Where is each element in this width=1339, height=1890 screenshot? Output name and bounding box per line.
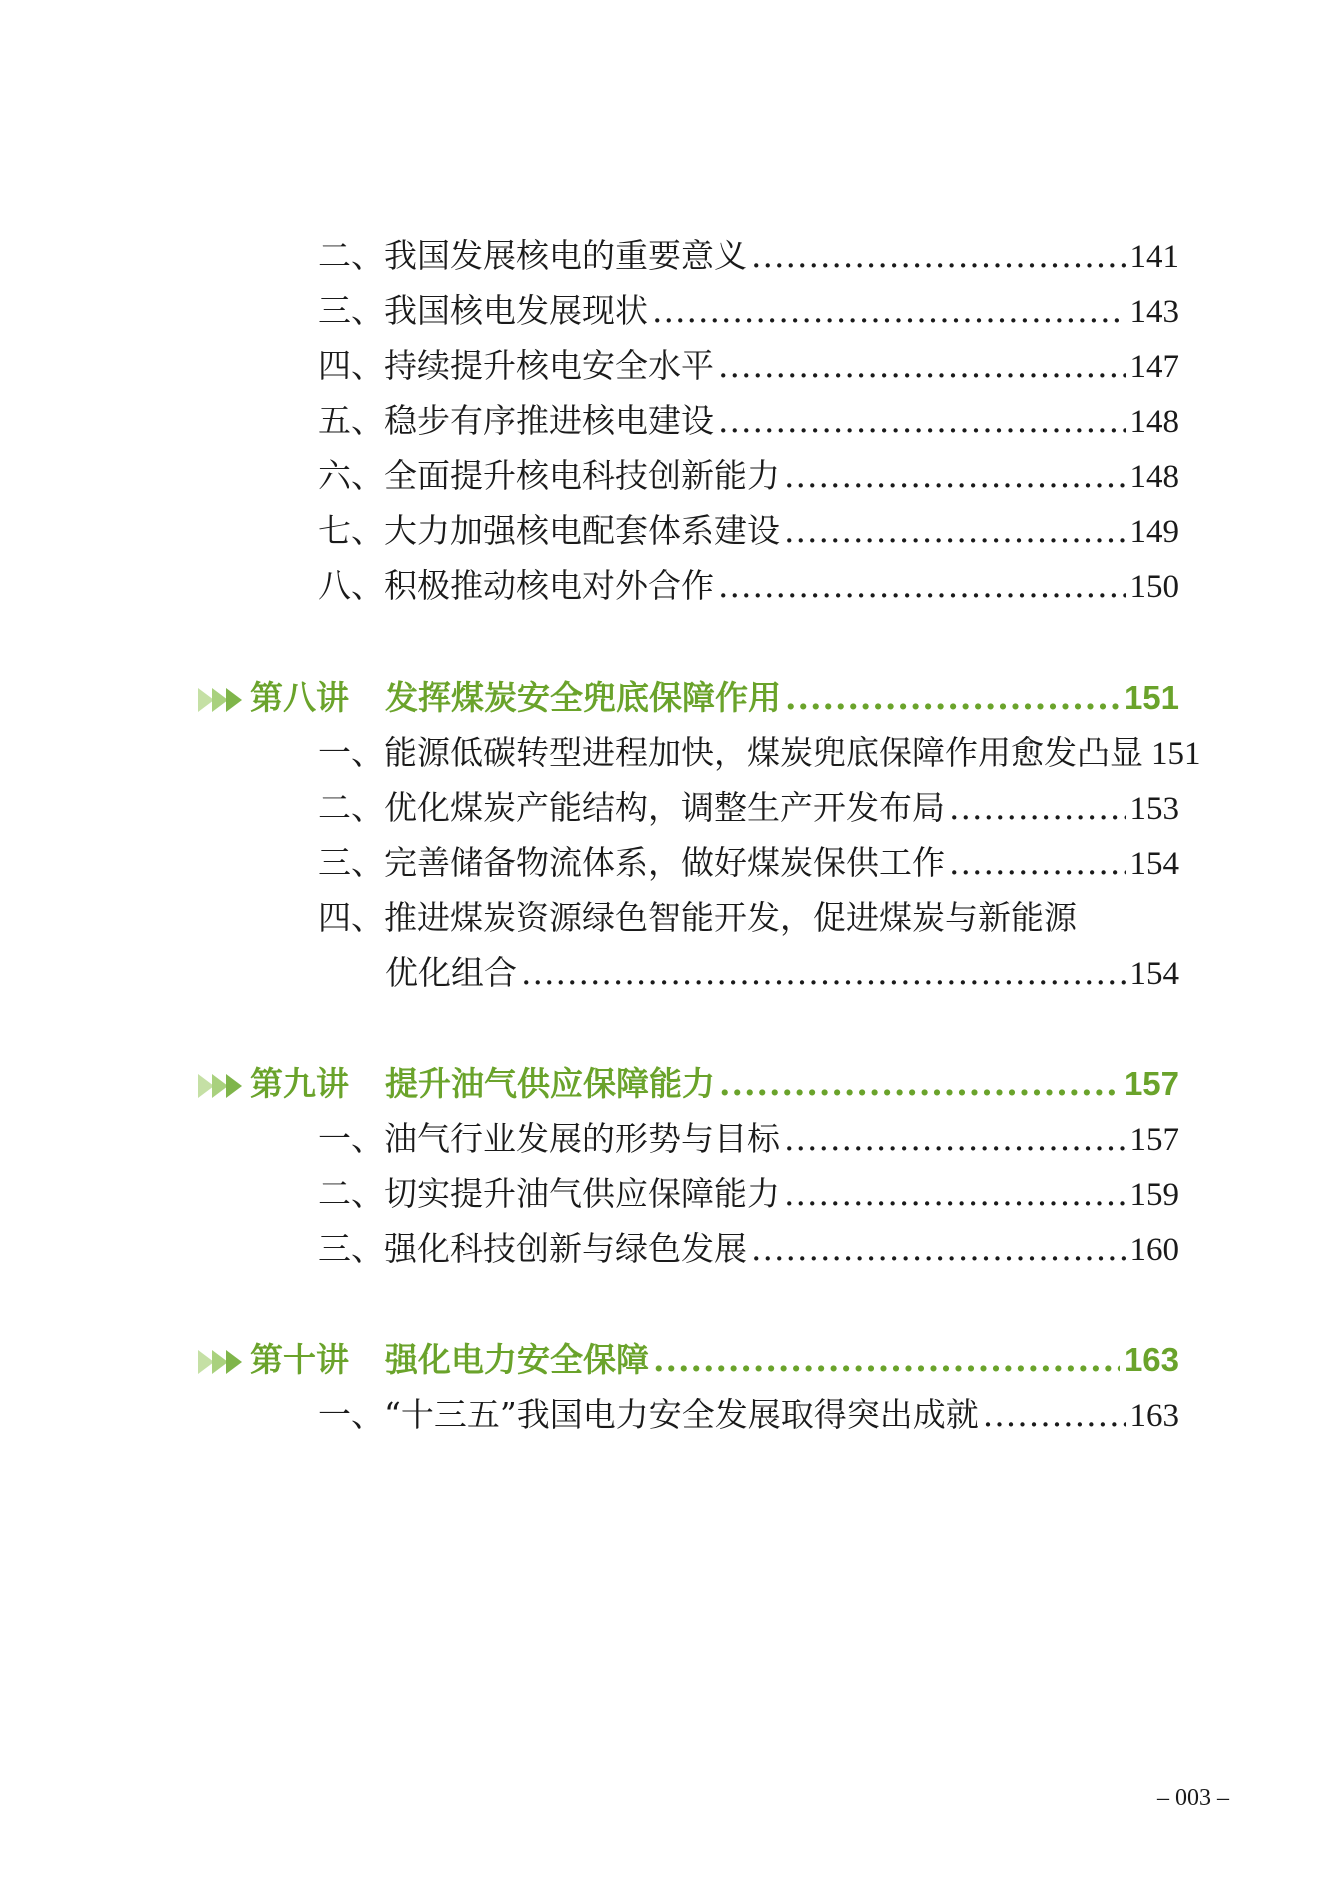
chapter-title: 提升油气供应保障能力	[385, 1064, 715, 1103]
entry-page: 148	[1129, 404, 1179, 440]
entry-page: 153	[1129, 791, 1179, 827]
chapter-heading[interactable]	[198, 672, 1179, 719]
entry-title: 四、推进煤炭资源绿色智能开发，促进煤炭与新能源	[318, 898, 1077, 937]
entry-page: 154	[1129, 846, 1179, 882]
chapter-label: 第十讲	[250, 1340, 349, 1379]
entry-page: 150	[1129, 569, 1179, 605]
entry-title: 一、油气行业发展的形势与目标	[318, 1119, 780, 1158]
dot-leader	[983, 1395, 1126, 1434]
entry-title: 二、优化煤炭产能结构，调整生产开发布局	[318, 788, 945, 827]
entry-title: 一、“十三五”我国电力安全发展取得突出成就	[318, 1395, 979, 1434]
entry-title: 三、完善储备物流体系，做好煤炭保供工作	[318, 843, 945, 882]
entry-title: 二、切实提升油气供应保障能力	[318, 1174, 780, 1213]
toc-entry[interactable]	[318, 1168, 1179, 1215]
entry-title: 六、全面提升核电科技创新能力	[318, 456, 780, 495]
dot-leader	[719, 1064, 1120, 1103]
entry-page: 147	[1129, 349, 1179, 385]
toc-entry[interactable]	[318, 395, 1179, 442]
toc-entry-first-line[interactable]	[318, 892, 1179, 939]
entry-page: 149	[1129, 514, 1179, 550]
dot-leader	[718, 566, 1126, 605]
triple-arrow-icon	[198, 1073, 248, 1099]
entry-page: 163	[1129, 1398, 1179, 1434]
dot-leader	[785, 678, 1120, 717]
dot-leader	[784, 1174, 1126, 1213]
dot-leader	[784, 511, 1126, 550]
toc-entry[interactable]	[318, 230, 1179, 277]
entry-page: 143	[1129, 294, 1179, 330]
triple-arrow-icon	[198, 1349, 248, 1375]
entry-page: 151	[1151, 736, 1201, 772]
entry-title: 七、大力加强核电配套体系建设	[318, 511, 780, 550]
entry-title: 八、积极推动核电对外合作	[318, 566, 714, 605]
dot-leader	[718, 346, 1126, 385]
entry-title: 一、能源低碳转型进程加快，煤炭兜底保障作用愈发凸显	[318, 733, 1143, 772]
toc-entry[interactable]	[318, 1113, 1179, 1160]
toc-entry[interactable]	[318, 560, 1179, 607]
toc-entry[interactable]	[318, 1389, 1179, 1436]
entry-title: 五、稳步有序推进核电建设	[318, 401, 714, 440]
toc-entry[interactable]	[318, 727, 1201, 774]
dot-leader	[784, 456, 1126, 495]
dot-leader	[718, 401, 1126, 440]
chapter-title: 发挥煤炭安全兜底保障作用	[385, 678, 781, 717]
entry-page: 159	[1129, 1177, 1179, 1213]
entry-title: 三、强化科技创新与绿色发展	[318, 1229, 747, 1268]
dot-leader	[784, 1119, 1126, 1158]
toc-entry[interactable]	[318, 505, 1179, 552]
chapter-heading[interactable]	[198, 1058, 1179, 1105]
entry-title-continuation: 优化组合	[385, 953, 517, 992]
toc-entry[interactable]	[318, 340, 1179, 387]
toc-entry[interactable]	[318, 837, 1179, 884]
entry-page: 154	[1129, 956, 1179, 992]
entry-page: 157	[1129, 1122, 1179, 1158]
dot-leader	[653, 1340, 1120, 1379]
toc-entry-continuation[interactable]	[385, 947, 1179, 994]
entry-title: 三、我国核电发展现状	[318, 291, 648, 330]
toc-entry[interactable]	[318, 450, 1179, 497]
page-folio: – 003 –	[1157, 1785, 1229, 1811]
toc-entry[interactable]	[318, 1223, 1179, 1270]
entry-page: 141	[1129, 239, 1179, 275]
dot-leader	[949, 843, 1126, 882]
chapter-page: 157	[1123, 1065, 1179, 1102]
dot-leader	[652, 291, 1126, 330]
entry-title: 四、持续提升核电安全水平	[318, 346, 714, 385]
entry-page: 160	[1129, 1232, 1179, 1268]
dot-leader	[751, 1229, 1126, 1268]
dot-leader	[751, 236, 1126, 275]
chapter-page: 151	[1123, 679, 1179, 716]
entry-title: 二、我国发展核电的重要意义	[318, 236, 747, 275]
chapter-page: 163	[1123, 1341, 1179, 1378]
dot-leader	[521, 953, 1126, 992]
entry-page: 148	[1129, 459, 1179, 495]
triple-arrow-icon	[198, 687, 248, 713]
chapter-heading[interactable]	[198, 1334, 1179, 1381]
toc-entry[interactable]	[318, 782, 1179, 829]
dot-leader	[949, 788, 1126, 827]
toc-entry[interactable]	[318, 285, 1179, 332]
chapter-label: 第八讲	[250, 678, 349, 717]
chapter-title: 强化电力安全保障	[385, 1340, 649, 1379]
chapter-label: 第九讲	[250, 1064, 349, 1103]
